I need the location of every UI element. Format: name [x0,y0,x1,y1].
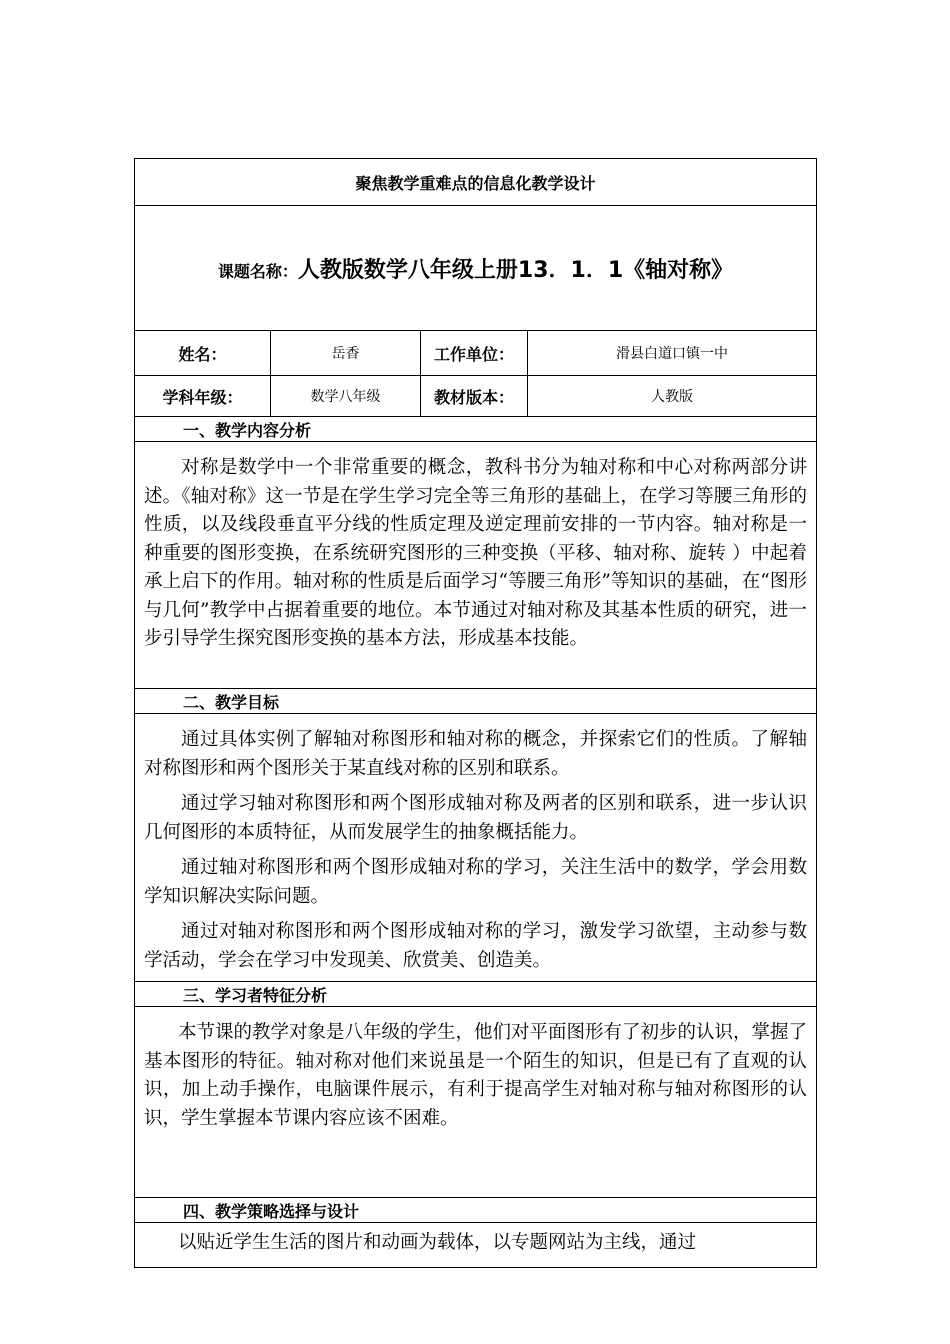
edition-label: 教材版本： [421,376,528,417]
section-body-strategy [135,1223,817,1268]
section-body-objectives [135,714,817,982]
section-heading-strategy: 四、教学策略选择与设计 [135,1198,817,1223]
section-body-learner-analysis [135,1007,817,1198]
paragraph: 以贴近学生生活的图片和动画为载体，以专题网站为主线，通过 [178,1232,697,1253]
section-heading-objectives: 二、教学目标 [135,689,817,714]
paragraph: 通过对轴对称图形和两个图形成轴对称的学习，激发学习欲望，主动参与数学活动，学会在学习中发现美、欣赏美、创造美。 [144,921,808,971]
section-heading-content-analysis: 一、教学内容分析 [135,417,817,442]
section-body-content-analysis [135,442,817,689]
subject-value: 数学八年级 [271,376,421,417]
unit-label: 工作单位： [421,331,528,376]
edition-value: 人教版 [528,376,817,417]
subject-label: 学科年级： [135,376,271,417]
document-title: 聚焦教学重难点的信息化教学设计 [135,159,817,206]
design-table [134,158,817,1268]
section-heading-learner-analysis: 三、学习者特征分析 [135,982,817,1007]
paragraph: 通过具体实例了解轴对称图形和轴对称的概念，并探索它们的性质。了解轴对称图形和两个图形关于某直线对称的区别和联系。 [144,729,808,779]
topic-title: 人教版数学八年级上册13．1．1《轴对称》 [297,257,734,283]
paragraph: 通过学习轴对称图形和两个图形成轴对称及两者的区别和联系，进一步认识几何图形的本质特征，从而发展学生的抽象概括能力。 [144,793,808,843]
name-label: 姓名： [135,331,271,376]
paragraph: 本节课的教学对象是八年级的学生，他们对平面图形有了初步的认识，掌握了基本图形的特征。轴对称对他们来说虽是一个陌生的知识，但是已有了直观的认识，加上动手操作，电脑课件展示，有利于提高学生对轴对称与轴对称图形的认识，学生掌握本节课内容应该不困难。 [144,1022,808,1129]
topic-label: 课题名称： [217,261,298,281]
name-value: 岳香 [271,331,421,376]
paragraph: 通过轴对称图形和两个图形成轴对称的学习，关注生活中的数学，学会用数学知识解决实际问题。 [144,857,808,907]
unit-value: 滑县白道口镇一中 [528,331,817,376]
paragraph: 对称是数学中一个非常重要的概念，教科书分为轴对称和中心对称两部分讲述。《轴对称》这一节是在学生学习完全等三角形的基础上，在学习等腰三角形的性质，以及线段垂直平分线的性质定理及逆定理前安排的一节内容。轴对称是一种重要的图形变换，在系统研究图形的三种变换（平移、轴对称、旋转 ）中起着承上启下的作用。轴对称的性质是后面学习“等腰三角形”等知识的基础，在“图形与几何”教学中占据着重要的地位。本节通过对轴对称及其基本性质的研究，进一步引导学生探究图形变换的基本方法，形成基本技能。 [144,457,808,649]
topic-cell [135,206,817,331]
